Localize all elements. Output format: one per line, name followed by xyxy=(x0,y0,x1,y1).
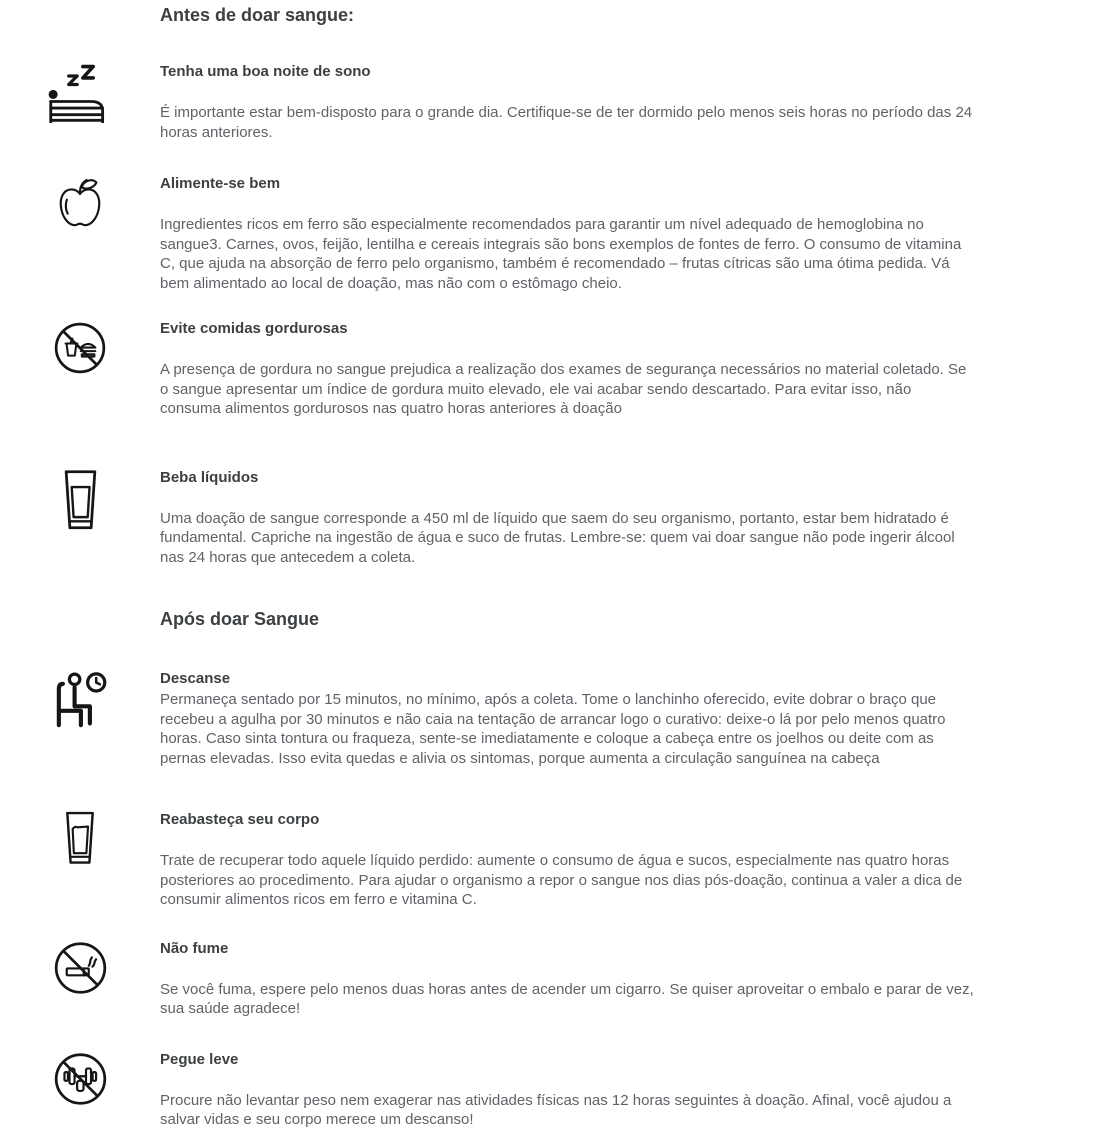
item-title: Tenha uma boa noite de sono xyxy=(160,63,371,80)
section-heading-after-donating: Após doar Sangue xyxy=(160,609,320,629)
item-title: Reabasteça seu corpo xyxy=(160,811,320,828)
list-item-drink-liquids xyxy=(0,469,1110,568)
item-title: Alimente-se bem xyxy=(160,175,281,192)
list-item-avoid-fatty-foods xyxy=(0,320,1110,419)
list-item-sleep xyxy=(0,63,1110,142)
list-item-take-it-easy xyxy=(0,1051,1110,1130)
apple-icon xyxy=(57,175,103,231)
list-item-rest xyxy=(0,670,1110,768)
rest-seated-clock-icon xyxy=(53,670,107,730)
item-body: Permaneça sentado por 15 minutos, no mínimo, após a coleta. Tome o lanchinho oferecido, evite dobrar o braço que recebeu a agulha por 30 minutos e não caia na tentação de arrancar logo o curativo: deixe-o lá por pelo menos quatro horas. Caso sinta tontura ou fraqueza, sente-se imediatamente e coloque a cabeça entre os joelhos ou deite com as pernas elevadas. Isso evita quedas e alivia os sintomas, porque aumenta a circulação sanguínea na cabeça xyxy=(160,691,946,767)
section-heading-before-donating: Antes de doar sangue: xyxy=(160,5,355,25)
no-smoking-icon xyxy=(53,940,108,996)
item-body: Ingredientes ricos em ferro são especialmente recomendados para garantir um nível adequado de hemoglobina no sangue3. Carnes, ovos, feijão, lentilha e cereais integrais são bons exemplos de fontes de ferro. O consumo de vitamina C, que ajuda na absorção de ferro pelo organismo, também é recomendado – frutas cítricas são uma ótima pedida. Vá bem alimentado ao local de doação, mas não com o estômago cheio. xyxy=(160,216,962,292)
item-title: Evite comidas gordurosas xyxy=(160,320,348,337)
item-title: Pegue leve xyxy=(160,1050,239,1068)
drinking-glass-icon xyxy=(62,469,99,531)
item-body: É importante estar bem-disposto para o grande dia. Certifique-se de ter dormido pelo menos seis horas no período das 24 horas anteriores. xyxy=(160,104,973,141)
list-item-no-smoking xyxy=(0,940,1110,1019)
list-item-refill-body xyxy=(0,811,1110,910)
item-body: Procure não levantar peso nem exagerar nas atividades físicas nas 12 horas seguintes à doação. Afinal, você ajudou a salvar vidas e seu corpo merece um descanso! xyxy=(160,1091,952,1128)
item-title: Beba líquidos xyxy=(160,468,259,486)
item-body: Se você fuma, espere pelo menos duas horas antes de acender um cigarro. Se quiser aproveitar o embalo e parar de vez, sua saúde agradece! xyxy=(160,980,974,1017)
no-fast-food-icon xyxy=(53,320,107,376)
item-title: Não fume xyxy=(160,939,229,957)
item-body: Uma doação de sangue corresponde a 450 ml de líquido que saem do seu organismo, portanto, estar bem hidratado é fundamental. Capriche na ingestão de água e suco de frutas. Lembre-se: quem vai doar sangue não pode ingerir álcool nas 24 horas que antecedem a coleta. xyxy=(160,509,955,566)
list-item-eat-well xyxy=(0,175,1110,293)
item-title: Descanse xyxy=(160,670,231,687)
drinking-glass-icon xyxy=(63,811,97,865)
no-weights-icon xyxy=(53,1051,108,1107)
item-body: Trate de recuperar todo aquele líquido perdido: aumente o consumo de água e sucos, especialmente nas quatro horas posteriores ao procedimento. Para ajudar o organismo a repor o sangue nos dias pós-doação, continua a valer a dica de consumir alimentos ricos em ferro e vitamina C. xyxy=(160,852,963,908)
item-body: A presença de gordura no sangue prejudica a realização dos exames de segurança necessários no material coletado. Se o sangue apresentar um índice de gordura muito elevado, ele vai acabar sendo descartado. Para evitar isso, não consuma alimentos gordurosos nas quatro horas anteriores à doação xyxy=(160,361,967,417)
sleep-bed-icon xyxy=(47,63,113,123)
